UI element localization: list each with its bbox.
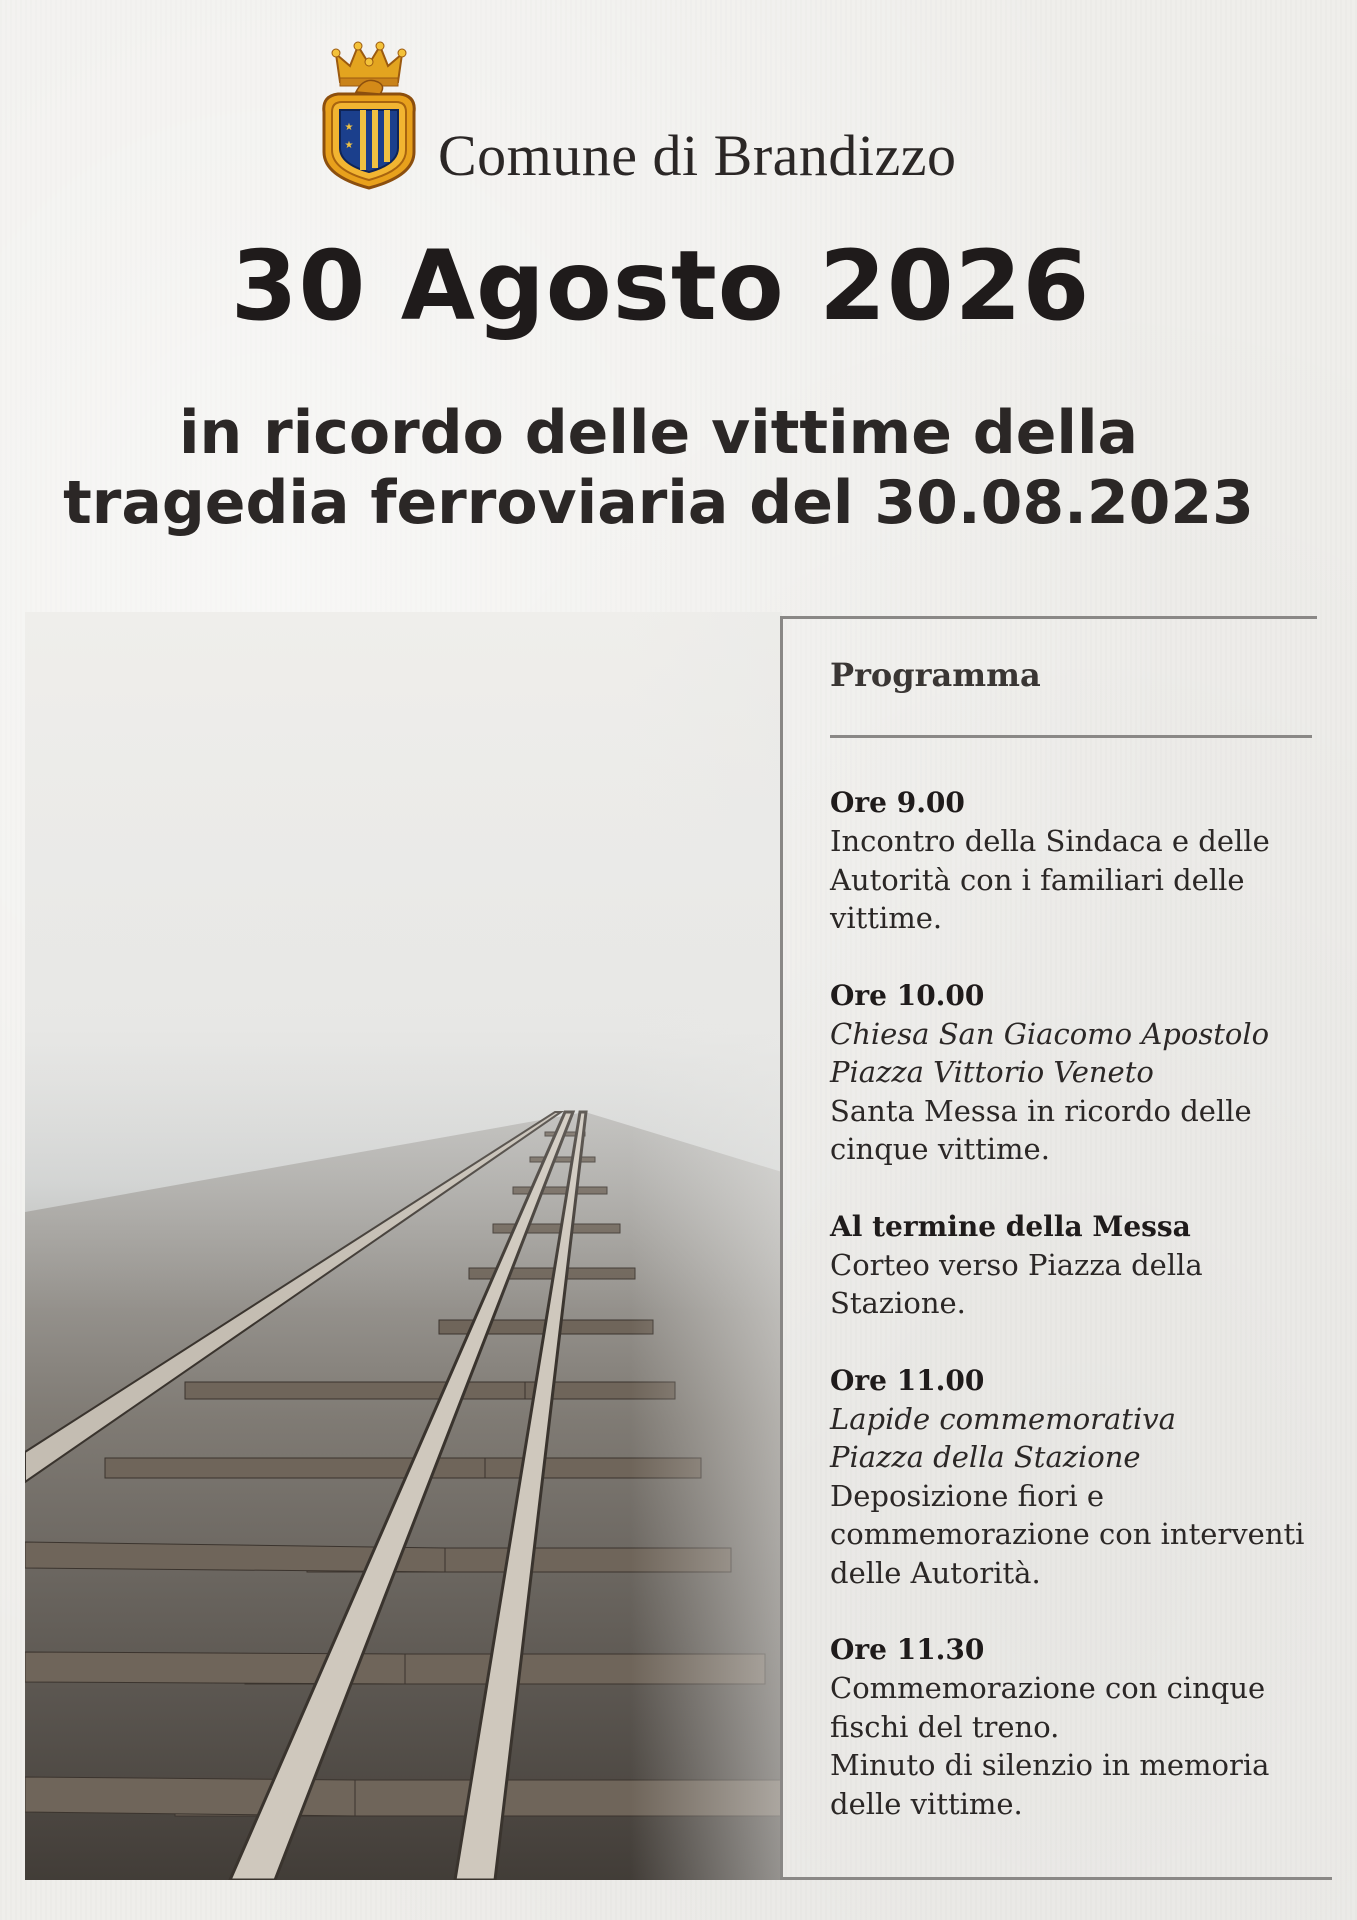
programme-item bbox=[830, 977, 1330, 1169]
subtitle-line-1: in ricordo delle vittime della bbox=[178, 398, 1139, 468]
item-desc-line: Minuto di silenzio in memoria bbox=[830, 1748, 1270, 1782]
item-location-line: Lapide commemorativa bbox=[830, 1401, 1176, 1436]
item-time: Ore 11.30 bbox=[830, 1633, 985, 1666]
item-desc-line: Autorità con i familiari delle bbox=[830, 862, 1245, 897]
item-time: Al termine della Messa bbox=[830, 1209, 1191, 1243]
subtitle-line-2: tragedia ferroviaria del 30.08.2023 bbox=[63, 468, 1254, 538]
item-desc-line: cinque vittime. bbox=[830, 1132, 1050, 1166]
item-desc-line: commemorazione con interventi bbox=[830, 1517, 1305, 1551]
panel-left-rule bbox=[780, 616, 783, 1880]
item-desc-line: Santa Messa in ricordo delle bbox=[830, 1093, 1252, 1128]
item-desc-line: fischi del treno. bbox=[830, 1709, 1060, 1744]
programme-list bbox=[830, 784, 1330, 1823]
event-subtitle bbox=[0, 398, 1357, 538]
programme-item bbox=[830, 1631, 1330, 1823]
item-desc-line: delle vittime. bbox=[830, 1786, 1023, 1821]
programme-item bbox=[830, 1208, 1330, 1323]
panel-bottom-rule bbox=[782, 1877, 1332, 1880]
programme-panel bbox=[830, 655, 1330, 1862]
item-desc-line: delle Autorità. bbox=[830, 1555, 1041, 1590]
item-desc-line: Corteo verso Piazza della bbox=[830, 1247, 1203, 1282]
item-desc-line: Deposizione fiori e bbox=[830, 1478, 1104, 1513]
header bbox=[0, 40, 1357, 190]
svg-text:★: ★ bbox=[344, 122, 354, 133]
item-desc-line: Commemorazione con cinque bbox=[830, 1671, 1266, 1705]
item-desc-line: vittime. bbox=[830, 901, 943, 935]
item-desc-line: Stazione. bbox=[830, 1286, 966, 1320]
item-time: Ore 9.00 bbox=[830, 786, 965, 819]
item-desc-line: Incontro della Sindaca e delle bbox=[830, 824, 1270, 858]
item-time: Ore 10.00 bbox=[830, 978, 985, 1012]
coat-of-arms-icon bbox=[318, 40, 420, 190]
item-location-line: Piazza Vittorio Veneto bbox=[830, 1055, 1154, 1089]
svg-text:★: ★ bbox=[344, 140, 354, 151]
item-location-line: Chiesa San Giacomo Apostolo bbox=[830, 1016, 1270, 1051]
programme-item bbox=[830, 1362, 1330, 1593]
programme-separator bbox=[830, 735, 1312, 738]
item-time: Ore 11.00 bbox=[830, 1363, 985, 1397]
railway-track-photo bbox=[25, 612, 782, 1880]
event-date: 30 Agosto 2026 bbox=[230, 230, 1091, 342]
panel-top-rule bbox=[782, 616, 1317, 619]
item-location-line: Piazza della Stazione bbox=[830, 1440, 1141, 1474]
programme-item bbox=[830, 784, 1330, 938]
municipality-name: Comune di Brandizzo bbox=[438, 123, 957, 188]
programme-title: Programma bbox=[830, 656, 1041, 694]
